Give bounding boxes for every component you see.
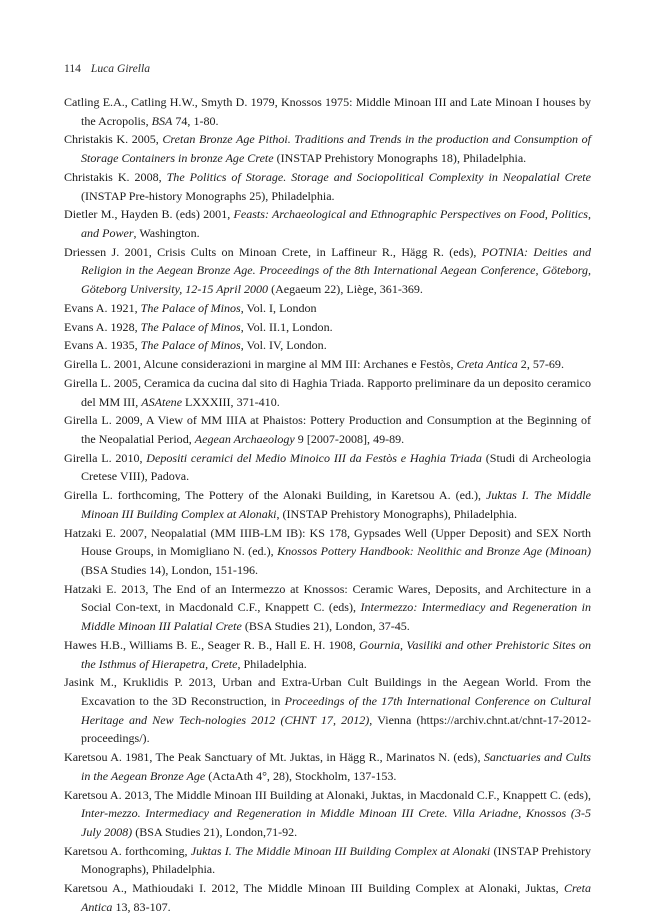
reference-text: Christakis K. 2008, bbox=[64, 169, 167, 184]
reference-entry bbox=[64, 130, 591, 167]
reference-text: Girella L. 2010, bbox=[64, 450, 147, 465]
reference-text: 13, 83-107. bbox=[112, 899, 171, 914]
reference-title: The Palace of Minos bbox=[140, 319, 241, 334]
reference-entry bbox=[64, 93, 591, 130]
reference-title: The Palace of Minos bbox=[140, 338, 241, 353]
reference-text: (BSA Studies 14), London, 151-196. bbox=[81, 562, 259, 577]
reference-entry bbox=[64, 842, 591, 879]
reference-entry bbox=[64, 411, 591, 448]
reference-entry bbox=[64, 243, 591, 299]
reference-title: Intermezzo: Intermediacy and Regeneration in Middle Minoan III Palatial Crete bbox=[81, 600, 591, 634]
reference-text: Evans A. 1935, bbox=[64, 338, 141, 353]
reference-entry bbox=[64, 879, 591, 916]
reference-title: Juktas I. The Middle Minoan III Building Complex at Alonaki bbox=[190, 843, 491, 858]
running-header bbox=[64, 62, 150, 75]
reference-title: ASAtene bbox=[141, 394, 183, 409]
reference-text: Dietler M., Hayden B. (eds) 2001, bbox=[64, 207, 234, 222]
reference-text: Evans A. 1928, bbox=[64, 319, 141, 334]
reference-text: (Aegaeum 22), Liège, 361-369. bbox=[268, 282, 423, 297]
reference-entry bbox=[64, 486, 591, 523]
reference-text: Karetsou A., Mathioudaki I. 2012, The Middle Minoan III Building Complex at Alonaki, Juktas, bbox=[64, 881, 564, 896]
reference-text: (ActaAth 4°, 28), Stockholm, 137-153. bbox=[205, 768, 397, 783]
reference-text: (INSTAP Pre-history Monographs 25), Philadelphia. bbox=[81, 188, 335, 203]
reference-entry bbox=[64, 318, 591, 337]
reference-text: (BSA Studies 21), London,71-92. bbox=[132, 825, 298, 840]
reference-title: Inter-mezzo. Intermediacy and Regeneration in Middle Minoan III Crete. Villa Ariadne, Knossos (3-5 July 2008) bbox=[81, 806, 591, 840]
reference-entry bbox=[64, 786, 591, 842]
reference-entry bbox=[64, 336, 591, 355]
reference-title: Sanctuaries and Cults in the Aegean Bronze Age bbox=[81, 750, 591, 783]
reference-text: , (INSTAP Prehistory Monographs), Philadelphia. bbox=[276, 506, 518, 521]
reference-text: (INSTAP Prehistory Monographs), Philadelphia. bbox=[81, 843, 591, 877]
reference-entry bbox=[64, 205, 591, 242]
reference-title: Aegean Archaeology bbox=[194, 431, 295, 446]
reference-text: Hatzaki E. 2013, The End of an Intermezzo at Knossos: Ceramic Wares, Deposits, and Architecture in a Social Con-text, in Macdonald C.F., Knappett C. (eds), bbox=[64, 581, 591, 615]
reference-text: , Philadelphia. bbox=[237, 656, 307, 671]
reference-text: , Vol. I, London bbox=[240, 300, 317, 315]
reference-text: 9 [2007-2008], 49-89. bbox=[294, 431, 405, 446]
reference-text: , Vol. IV, London. bbox=[240, 338, 327, 353]
reference-text: (BSA Studies 21), London, 37-45. bbox=[241, 619, 410, 634]
reference-text: Driessen J. 2001, Crisis Cults on Minoan Crete, in Laffineur R., Hägg R. (eds), bbox=[64, 244, 482, 259]
reference-text: (INSTAP Prehistory Monographs 18), Philadelphia. bbox=[273, 151, 527, 166]
reference-entry bbox=[64, 374, 591, 411]
reference-title: Feasts: Archaeological and Ethnographic Perspectives on Food, Politics, and Power bbox=[81, 207, 591, 241]
reference-title: POTNIA: Deities and Religion in the Aegean Bronze Age. Proceedings of the 8th International Aegean Conference, Göteborg, Göteborg University, 12-15 April 2000 bbox=[81, 244, 591, 297]
reference-text: Hatzaki E. 2007, Neopalatial (MM IIIB-LM IB): KS 178, Gypsades Well (Upper Deposit) and SEX North House Groups, in Momigliano N. (ed.), bbox=[64, 525, 591, 559]
reference-entry bbox=[64, 449, 591, 486]
reference-text: Hawes H.B., Williams B. E., Seager R. B., Hall E. H. 1908, bbox=[64, 637, 360, 652]
reference-title: Proceedings of the 17th International Conference on Cultural Heritage and New Tech-nologies 2012 (CHNT 17, 2012) bbox=[81, 694, 591, 727]
reference-entry bbox=[64, 673, 591, 748]
reference-title: Juktas I. The Middle Minoan III Building Complex at Alonaki bbox=[81, 488, 592, 521]
reference-text: , Washington. bbox=[133, 226, 200, 241]
bibliography-list bbox=[64, 93, 591, 917]
reference-text: Karetsou A. 1981, The Peak Sanctuary of Mt. Juktas, in Hägg R., Marinatos N. (eds), bbox=[64, 750, 484, 765]
reference-entry bbox=[64, 299, 591, 318]
reference-title: Creta Antica bbox=[456, 357, 518, 372]
reference-title: The Politics of Storage. Storage and Sociopolitical Complexity in Neopalatial Crete bbox=[166, 169, 591, 184]
reference-text: Christakis K. 2005, bbox=[64, 132, 163, 147]
reference-title: Cretan Bronze Age Pithoi. Traditions and Trends in the production and Consumption of Storage Containers in bronze Age Crete bbox=[81, 132, 591, 166]
reference-text: Girella L. 2009, A View of MM IIIA at Phaistos: Pottery Production and Consumption at the Beginning of the Neopalatial Period, bbox=[64, 413, 591, 446]
reference-title: Depositi ceramici del Medio Minoico III da Festòs e Haghia Triada bbox=[146, 450, 482, 465]
reference-title: BSA bbox=[151, 113, 173, 128]
reference-entry bbox=[64, 580, 591, 636]
reference-title: Creta Antica bbox=[81, 881, 591, 914]
page-number: 114 bbox=[64, 62, 81, 75]
reference-text: Girella L. 2001, Alcune considerazioni in margine al MM III: Archanes e Festòs, bbox=[64, 357, 457, 372]
reference-text: LXXXIII, 371-410. bbox=[182, 394, 280, 409]
reference-text: (Studi di Archeologia Cretese VIII), Padova. bbox=[81, 450, 592, 484]
reference-title: Gournia, Vasiliki and other Prehistoric Sites on the Isthmus of Hierapetra, Crete bbox=[81, 637, 591, 671]
reference-entry bbox=[64, 636, 591, 673]
reference-text: 2, 57-69. bbox=[517, 357, 564, 372]
reference-text: Catling E.A., Catling H.W., Smyth D. 1979, Knossos 1975: Middle Minoan III and Late Minoan I houses by the Acropolis, bbox=[64, 95, 591, 128]
running-header-author: Luca Girella bbox=[90, 62, 151, 75]
reference-entry bbox=[64, 355, 591, 374]
reference-entry bbox=[64, 524, 591, 580]
reference-text: Karetsou A. forthcoming, bbox=[64, 843, 191, 858]
reference-entry bbox=[64, 168, 591, 205]
reference-text: 74, 1-80. bbox=[172, 113, 219, 128]
reference-text: , Vol. II.1, London. bbox=[240, 319, 333, 334]
reference-text: Girella L. 2005, Ceramica da cucina dal sito di Haghia Triada. Rapporto preliminare da un deposito ceramico del MM III, bbox=[64, 375, 591, 409]
reference-entry bbox=[64, 748, 591, 785]
reference-title: The Palace of Minos bbox=[140, 300, 241, 315]
reference-text: Girella L. forthcoming, The Pottery of the Alonaki Building, in Karetsou A. (ed.), bbox=[64, 488, 487, 503]
reference-text: , Vienna (https://archiv.chnt.at/chnt-17-2012-proceedings/). bbox=[81, 712, 592, 746]
reference-text: Jasink M., Kruklidis P. 2013, Urban and Extra-Urban Cult Buildings in the Aegean World. From the Excavation to the 3D Reconstruction, in bbox=[64, 675, 591, 708]
reference-text: Evans A. 1921, bbox=[64, 300, 141, 315]
reference-title: Knossos Pottery Handbook: Neolithic and Bronze Age (Minoan) bbox=[277, 544, 591, 559]
reference-text: Karetsou A. 2013, The Middle Minoan III Building at Alonaki, Juktas, in Macdonald C.F., Knappett C. (eds), bbox=[64, 787, 591, 802]
